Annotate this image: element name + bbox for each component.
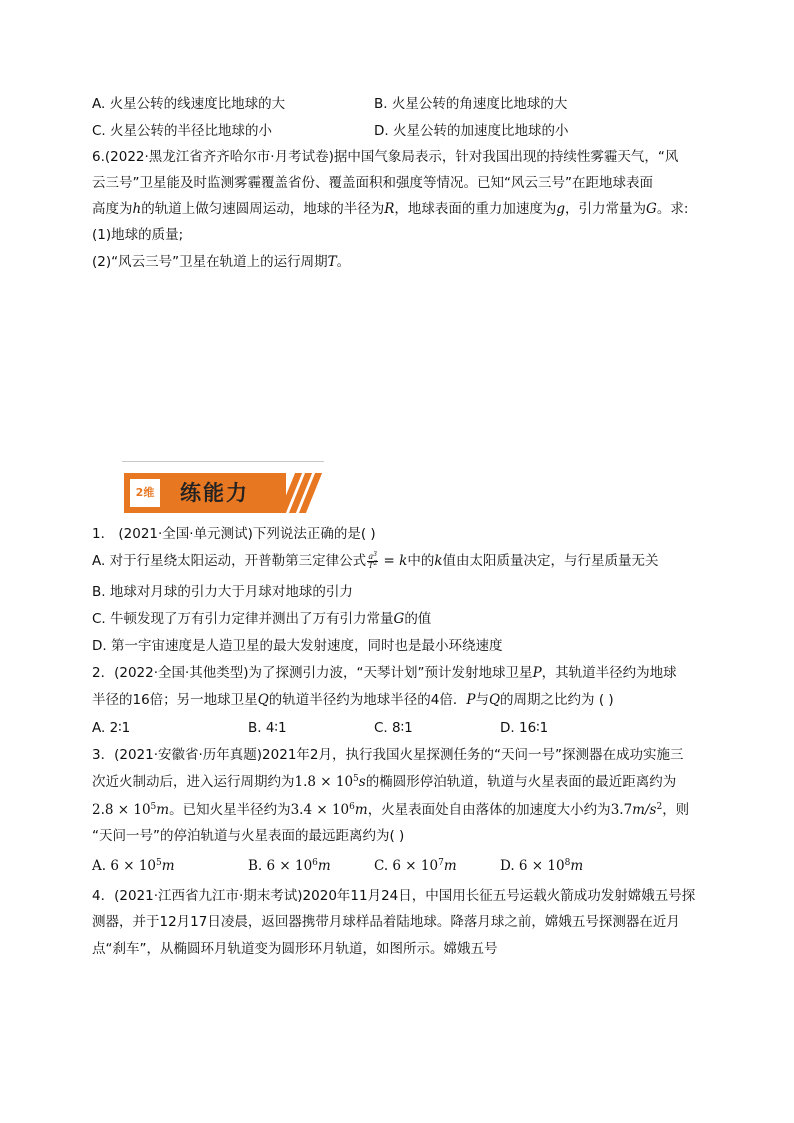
p3-number: A. 6 × 10 [92, 858, 156, 874]
p3-text: 次近火制动后，进入运行周期约为 [92, 774, 295, 790]
frac-a: a [368, 551, 374, 561]
p2-option-b: B. 4∶1 [248, 720, 287, 736]
p3-text: 的椭圆形停泊轨道，轨道与火星表面的最近距离约为 [365, 774, 677, 790]
unit-m: m [354, 802, 368, 818]
q6-text: 的轨道上做匀速圆周运动，地球的半径为 [141, 201, 385, 217]
p2-option-a: A. 2∶1 [92, 720, 131, 736]
p3-line-2 [92, 772, 676, 792]
frac-exp: 3 [373, 550, 377, 558]
q6-sub-2 [92, 252, 350, 272]
q5-option-d: D. 火星公转的加速度比地球的小 [374, 123, 569, 139]
p3-exponent: 6 [312, 858, 318, 868]
p4-line-1: 4．(2021·江西省九江市·期末考试)2020年11月24日，中国用长征五号运载火箭成功发射嫦娥五号探 [92, 888, 696, 904]
p4-line-3: 点“刹车”，从椭圆环月轨道变为圆形环月轨道，如图所示。嫦娥五号 [92, 941, 498, 957]
p1-text: 的值 [404, 611, 432, 627]
q5-option-c: C. 火星公转的半径比地球的小 [92, 123, 273, 139]
p3-exponent: 5 [150, 802, 157, 812]
q6-var-R: R [384, 201, 395, 217]
p3-exponent: 8 [564, 858, 571, 868]
p3-exponent: 5 [353, 774, 359, 784]
var-Q: Q [488, 692, 501, 708]
var-k: k [399, 553, 408, 569]
p3-text: ，则 [662, 802, 690, 818]
frac-denominator [367, 559, 378, 570]
q6-sub-1: (1)地球的质量; [92, 227, 184, 243]
p2-line-2 [92, 690, 614, 710]
q6-line-3 [92, 199, 688, 219]
p2-option-d: D. 16∶1 [500, 720, 549, 736]
unit-s: s [358, 774, 366, 790]
section-badge: 2维 [130, 479, 160, 507]
section-divider [122, 461, 324, 462]
unit-m: m [570, 858, 584, 874]
p3-number: C. 6 × 10 [374, 858, 439, 874]
q6-text: (2)“风云三号”卫星在轨道上的运行周期 [92, 254, 328, 270]
q6-text: 。求: [656, 201, 689, 217]
equals-sign: = [379, 553, 400, 569]
p2-text: ，其轨道半径约为地球 [541, 665, 677, 681]
unit-m: m [443, 858, 457, 874]
p3-option-c [374, 856, 457, 876]
p3-exponent: 7 [438, 858, 444, 868]
p3-text: ，火星表面处自由落体的加速度大小约为 [367, 802, 611, 818]
p3-line-4: “天问一号”的停泊轨道与火星表面的最远距离约为( ) [92, 828, 405, 844]
p1-option-c [92, 609, 431, 629]
p1-text: 中的 [407, 553, 435, 569]
p4-line-2: 测器，并于12月17日凌晨，返回器携带月球样品着陆地球。降落月球之前，嫦娥五号探测器在近月 [92, 914, 680, 930]
p2-option-c: C. 8∶1 [374, 720, 413, 736]
unit-ms2: m/s [632, 802, 657, 818]
p3-option-b [248, 856, 331, 876]
unit-m: m [161, 858, 175, 874]
q6-line-1: 6.(2022·黑龙江省齐齐哈尔市·月考试卷)据中国气象局表示，针对我国出现的持续性雾霾天气，“风 [92, 149, 679, 165]
section-title: 练能力 [180, 481, 249, 505]
p1-option-b: B. 地球对月球的引力大于月球对地球的引力 [92, 584, 353, 600]
p3-number: 3.7 [610, 802, 633, 818]
q6-text: ，地球表面的重力加速度为 [394, 201, 557, 217]
q6-var-g: g [556, 201, 566, 217]
p3-option-d [500, 856, 583, 876]
kepler-fraction [367, 550, 378, 570]
p3-number: 3.4 × 10 [290, 802, 350, 818]
p2-text: 半径的16倍；另一地球卫星 [92, 692, 258, 708]
q6-var-T: T [327, 254, 337, 270]
q5-option-a: A. 火星公转的线速度比地球的大 [92, 96, 286, 112]
q6-var-G: G [646, 201, 657, 217]
frac-exp: 2 [373, 559, 378, 567]
p1-text: C. 牛顿发现了万有引力定律并测出了万有引力常量 [92, 611, 394, 627]
var-G: G [393, 611, 405, 627]
p3-exponent: 2 [656, 802, 663, 812]
p2-text: 的轨道半径约为地球半径的4倍． [268, 692, 467, 708]
var-P: P [466, 692, 476, 708]
p1-option-a [92, 551, 659, 571]
var-Q: Q [257, 692, 269, 708]
p3-number: 2.8 × 10 [92, 802, 151, 818]
q6-text: ，引力常量为 [565, 201, 647, 217]
unit-m: m [156, 802, 170, 818]
p3-number: 1.8 × 10 [294, 774, 354, 790]
q6-var-h: h [132, 201, 142, 217]
p1-stem: 1． (2021·全国·单元测试)下列说法正确的是( ) [92, 526, 376, 542]
p2-text: 2．(2022·全国·其他类型)为了探测引力波，“天琴计划”预计发射地球卫星 [92, 665, 533, 681]
frac-T: T [368, 560, 374, 570]
q6-text: 。 [336, 254, 351, 270]
p3-exponent: 5 [156, 858, 162, 868]
p2-text: 的周期之比约为 ( ) [500, 692, 614, 708]
p3-exponent: 6 [349, 802, 355, 812]
q6-text: 高度为 [92, 201, 133, 217]
p3-line-3 [92, 800, 689, 820]
p1-text: 值由太阳质量决定，与行星质量无关 [442, 553, 659, 569]
p1-option-d: D. 第一宇宙速度是人造卫星的最大发射速度，同时也是最小环绕速度 [92, 638, 503, 654]
p2-line-1 [92, 663, 677, 683]
p3-line-1: 3．(2021·安徽省·历年真题)2021年2月，执行我国火星探测任务的“天问一号”探测器在成功实施三 [92, 747, 684, 763]
p3-number: B. 6 × 10 [248, 858, 313, 874]
p2-text: 与 [475, 692, 489, 708]
p3-option-a [92, 856, 175, 876]
p1-text: A. 对于行星绕太阳运动，开普勒第三定律公式 [92, 553, 367, 569]
unit-m: m [317, 858, 331, 874]
q6-line-2: 云三号”卫星能及时监测雾霾覆盖省份、覆盖面积和强度等情况。已知“风云三号”在距地球表面 [92, 175, 653, 191]
q5-option-b: B. 火星公转的角速度比地球的大 [374, 96, 568, 112]
p3-number: D. 6 × 10 [500, 858, 565, 874]
var-k: k [434, 553, 443, 569]
var-P: P [532, 665, 542, 681]
p3-text: 。已知火星半径约为 [169, 802, 291, 818]
section-banner [124, 473, 314, 513]
